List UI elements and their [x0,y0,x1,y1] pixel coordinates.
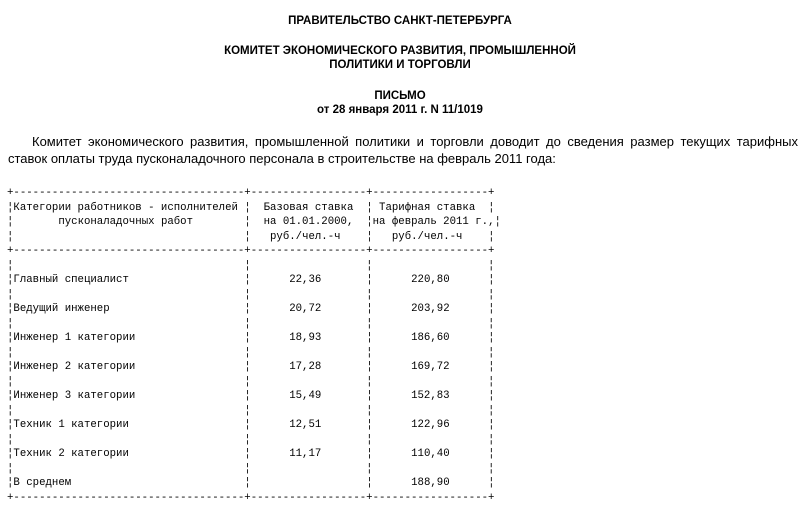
row-base-rate: 11,17 [289,448,322,460]
column-header: на февраль 2011 г., [372,216,495,228]
row-base-rate: 20,72 [289,303,322,315]
row-tariff-rate: 152,83 [411,390,450,402]
row-category: Инженер 3 категории [13,390,136,402]
column-header: руб./чел.-ч [270,230,341,243]
column-header: Категории работников - исполнителей [13,201,238,214]
body-paragraph: Комитет экономического развития, промышленной политики и торговли доводит до сведения размер текущих тарифных ставок оплаты труда пусконаладочного персонала в строительстве на февраль 2011 года: [8,134,798,166]
column-header: Базовая ставка [263,201,354,214]
row-tariff-rate: 203,92 [411,303,450,315]
row-tariff-rate: 122,96 [411,419,450,431]
row-base-rate: 18,93 [289,332,322,344]
row-category: В среднем [13,477,72,489]
row-tariff-rate: 169,72 [411,361,450,373]
column-header: Тарифная ставка [379,201,476,214]
row-category: Главный специалист [13,274,129,286]
document-type: ПИСЬМО [374,90,426,102]
row-base-rate: 12,51 [289,419,322,431]
row-base-rate: 22,36 [289,274,322,286]
tariff-table: +------------------------------------+------------------+------------------+ ¦Категории работников - исполнителей ¦ Базовая ставка ¦ Тарифная ставка ¦ ¦ пусконаладочных работ ¦ на 01.01.2000, ¦на февраль 2011 г.,¦ ¦ ¦ руб./чел.-ч ¦ руб./чел.-ч ¦ +------------------------------------+------------------+------------------+ ¦ ¦ ¦ ¦ ¦Главный специалист ¦ 22,36 ¦ 220,80 ¦ ¦ ¦ ¦ ¦ ¦Ведущий инженер ¦ 20,72 ¦ 203,92 ¦ ¦ ¦ ¦ ¦ ¦Инженер 1 категории ¦ 18,93 ¦ 186,60 ¦ ¦ ¦ ¦ ¦ ¦Инженер 2 категории ¦ 17,28 ¦ 169,72 ¦ ¦ ¦ ¦ ¦ ¦Инженер 3 категории ¦ 15,49 ¦ 152,83 ¦ ¦ ¦ ¦ ¦ ¦Техник 1 категории ¦ 12,51 ¦ 122,96 ¦ ¦ ¦ ¦ ¦ ¦Техник 2 категории ¦ 11,17 ¦ 110,40 ¦ ¦ ¦ ¦ ¦ ¦В среднем ¦ ¦ 188,90 ¦ +------------------------------------+------------------+------------------+ [7,187,501,504]
row-category: Техник 2 категории [13,448,129,460]
row-tariff-rate: 220,80 [411,274,450,286]
row-category: Техник 1 категории [13,419,129,431]
row-tariff-rate: 188,90 [411,477,450,489]
row-category: Ведущий инженер [13,303,110,315]
row-tariff-rate: 110,40 [411,448,450,460]
document-date: от 28 января 2011 г. N 11/1019 [317,104,483,116]
row-tariff-rate: 186,60 [411,332,450,344]
column-header: на 01.01.2000, [263,216,354,228]
row-base-rate: 15,49 [289,390,322,402]
committee-title: КОМИТЕТ ЭКОНОМИЧЕСКОГО РАЗВИТИЯ, ПРОМЫШЛЕННОЙ ПОЛИТИКИ И ТОРГОВЛИ [224,45,576,71]
row-base-rate: 17,28 [289,361,322,373]
column-header: пусконаладочных работ [58,216,194,228]
row-category: Инженер 1 категории [13,332,136,344]
column-header: руб./чел.-ч [391,230,463,243]
row-category: Инженер 2 категории [13,361,136,373]
organization-title: ПРАВИТЕЛЬСТВО САНКТ-ПЕТЕРБУРГА [288,15,512,27]
